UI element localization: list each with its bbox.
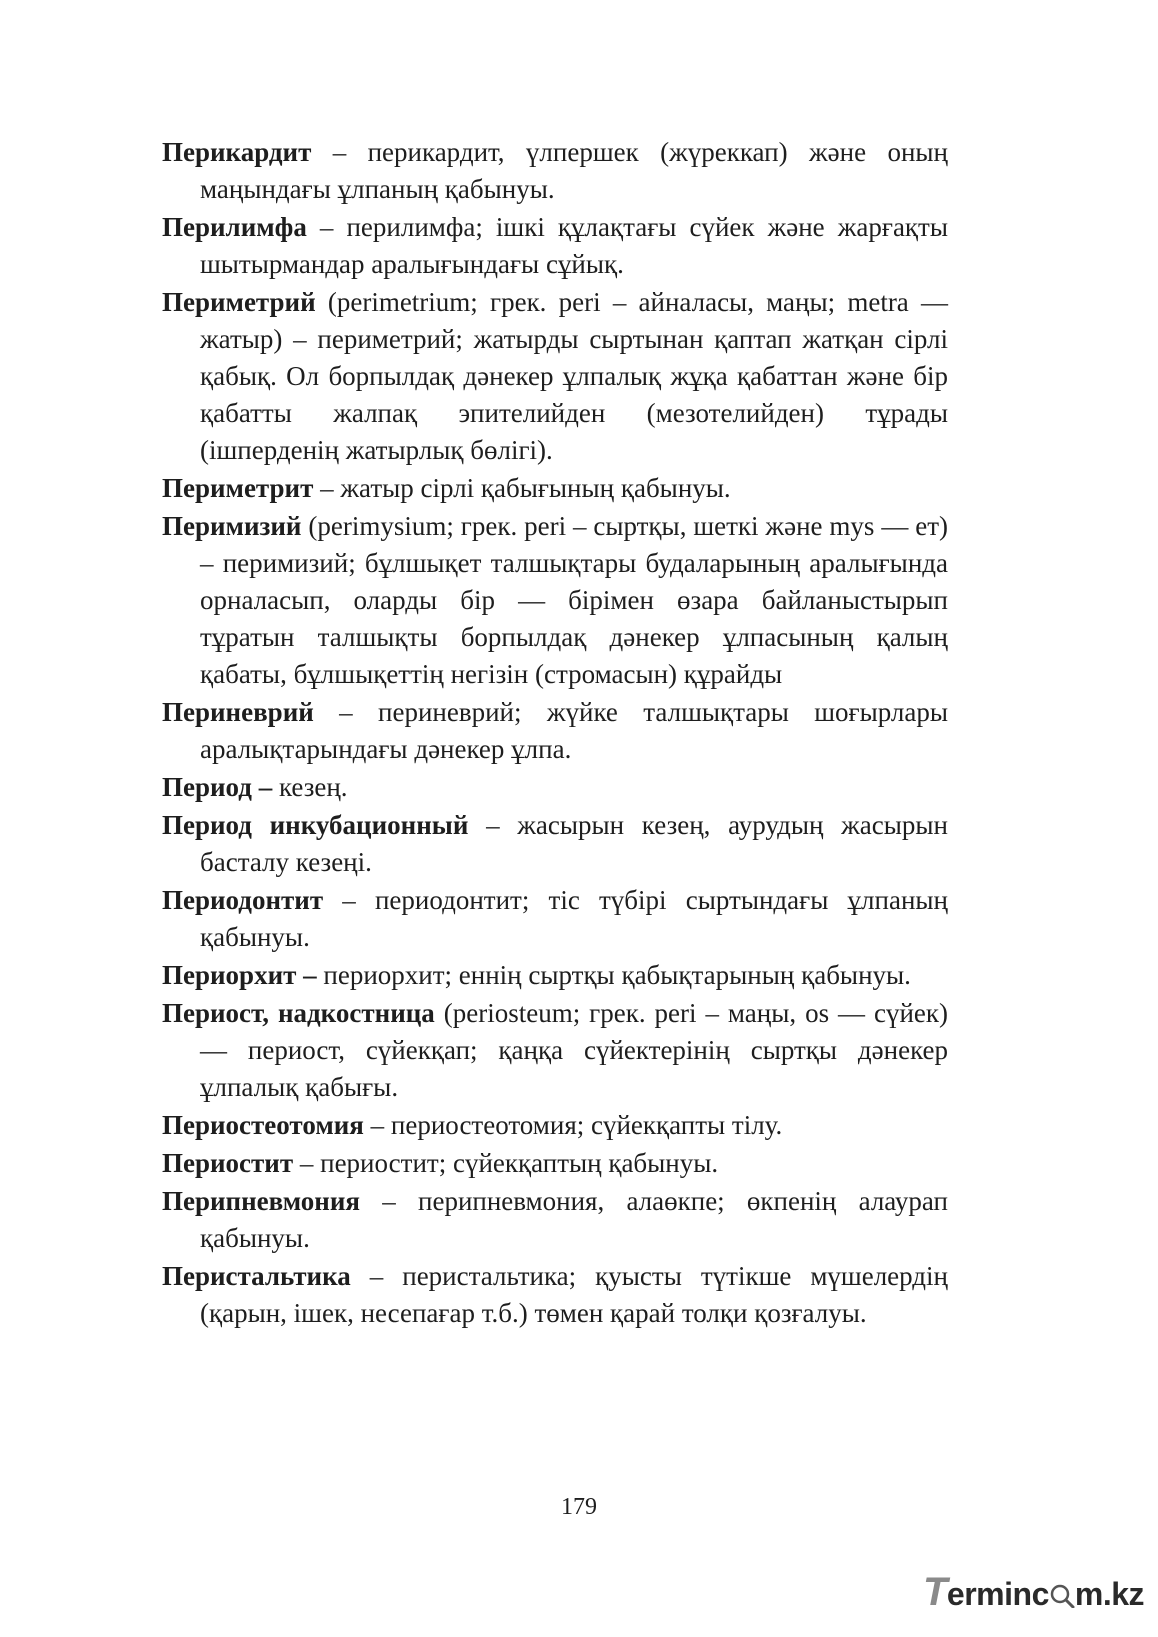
- entry-term: Период –: [162, 772, 273, 802]
- entry-definition: (perimysium; грек. peri – сыртқы, шеткі және mys — ет) – перимизий; бұлшықет талшықтары будаларының аралығында орналасып, оларды бір — бірімен өзара байланыстырып тұратын талшықты борпылдақ дәнекер ұлпасының қалың қабаты, бұлшықеттің негізін (стромасын) құрайды: [200, 511, 948, 689]
- entry-term: Перипневмония: [162, 1186, 361, 1216]
- entry-definition: кезең.: [272, 772, 348, 802]
- entry-term: Перимизий: [162, 511, 302, 541]
- entry-definition: – периодонтит; тіс түбірі сыртындағы ұлпаның қабынуы.: [200, 885, 948, 952]
- entry-term: Перикардит: [162, 137, 312, 167]
- dictionary-entry: [162, 882, 948, 956]
- termincom-watermark: [923, 1572, 1144, 1614]
- entry-definition: – перистальтика; қуысты түтікше мүшелердің (қарын, ішек, несепағар т.б.) төмен қарай толқи қозғалуы.: [200, 1261, 948, 1328]
- entry-term: Периостеотомия: [162, 1110, 364, 1140]
- entry-definition: – жатыр сірлі қабығының қабынуы.: [313, 473, 731, 503]
- dictionary-entry: [162, 1183, 948, 1257]
- dictionary-entry: [162, 957, 948, 994]
- entry-term: Период инкубационный: [162, 810, 469, 840]
- entry-definition: – периневрий; жүйке талшықтары шоғырлары аралықтарындағы дәнекер ұлпа.: [200, 697, 948, 764]
- dictionary-entry: [162, 284, 948, 469]
- entry-term: Периметрит: [162, 473, 314, 503]
- watermark-text-end: m.kz: [1074, 1576, 1144, 1612]
- entry-definition: – перипневмония, алаөкпе; өкпенің алаурап қабынуы.: [200, 1186, 948, 1253]
- watermark-text-start: erminc: [946, 1576, 1049, 1612]
- entry-term: Периост, надкостница: [162, 998, 435, 1028]
- entry-definition: (perimetrium; грек. peri – айналасы, маңы; metra — жатыр) – периметрий; жатырды сыртынан қаптап жатқан сірлі қабық. Ол борпылдақ дәнекер ұлпалық жұқа қабаттан және бір қабатты жалпақ эпителийден (мезотелийден) тұрады (ішперденің жатырлық бөлігі).: [200, 287, 948, 465]
- entry-term: Перилимфа: [162, 212, 307, 242]
- entry-term: Периодонтит: [162, 885, 324, 915]
- dictionary-entry: [162, 995, 948, 1106]
- dictionary-entry: [162, 1145, 948, 1182]
- entry-definition: – жасырын кезең, аурудың жасырын басталу кезеңі.: [200, 810, 949, 877]
- dictionary-entry: [162, 134, 948, 208]
- entry-term: Периорхит –: [162, 960, 317, 990]
- dictionary-entry: [162, 209, 948, 283]
- page-number: 179: [561, 1494, 597, 1520]
- dictionary-entries: [162, 134, 948, 1333]
- search-icon: [1049, 1582, 1075, 1608]
- dictionary-entry: [162, 807, 948, 881]
- entry-definition: периорхит; еннің сыртқы қабықтарының қабынуы.: [316, 960, 911, 990]
- dictionary-entry: [162, 694, 948, 768]
- entry-definition: – перилимфа; ішкі құлақтағы сүйек және жарғақты шытырмандар аралығындағы сұйық.: [200, 212, 948, 279]
- dictionary-entry: [162, 769, 948, 806]
- entry-term: Периневрий: [162, 697, 314, 727]
- entry-definition: (periosteum; грек. peri – маңы, os — сүйек) — периост, сүйекқап; қаңқа сүйектерінің сыртқы дәнекер ұлпалық қабығы.: [200, 998, 949, 1102]
- entry-term: Периметрий: [162, 287, 316, 317]
- entry-term: Периостит: [162, 1148, 294, 1178]
- dictionary-entry: [162, 508, 948, 693]
- entry-definition: – периостит; сүйекқаптың қабынуы.: [293, 1148, 719, 1178]
- dictionary-entry: [162, 470, 948, 507]
- entry-term: Перистальтика: [162, 1261, 351, 1291]
- watermark-t-glyph: T: [922, 1570, 947, 1614]
- entry-definition: – периостеотомия; сүйекқапты тілу.: [363, 1110, 783, 1140]
- dictionary-entry: [162, 1107, 948, 1144]
- dictionary-entry: [162, 1258, 948, 1332]
- entry-definition: – перикардит, үлпершек (жүреккап) және оның маңындағы ұлпаның қабынуы.: [200, 137, 948, 204]
